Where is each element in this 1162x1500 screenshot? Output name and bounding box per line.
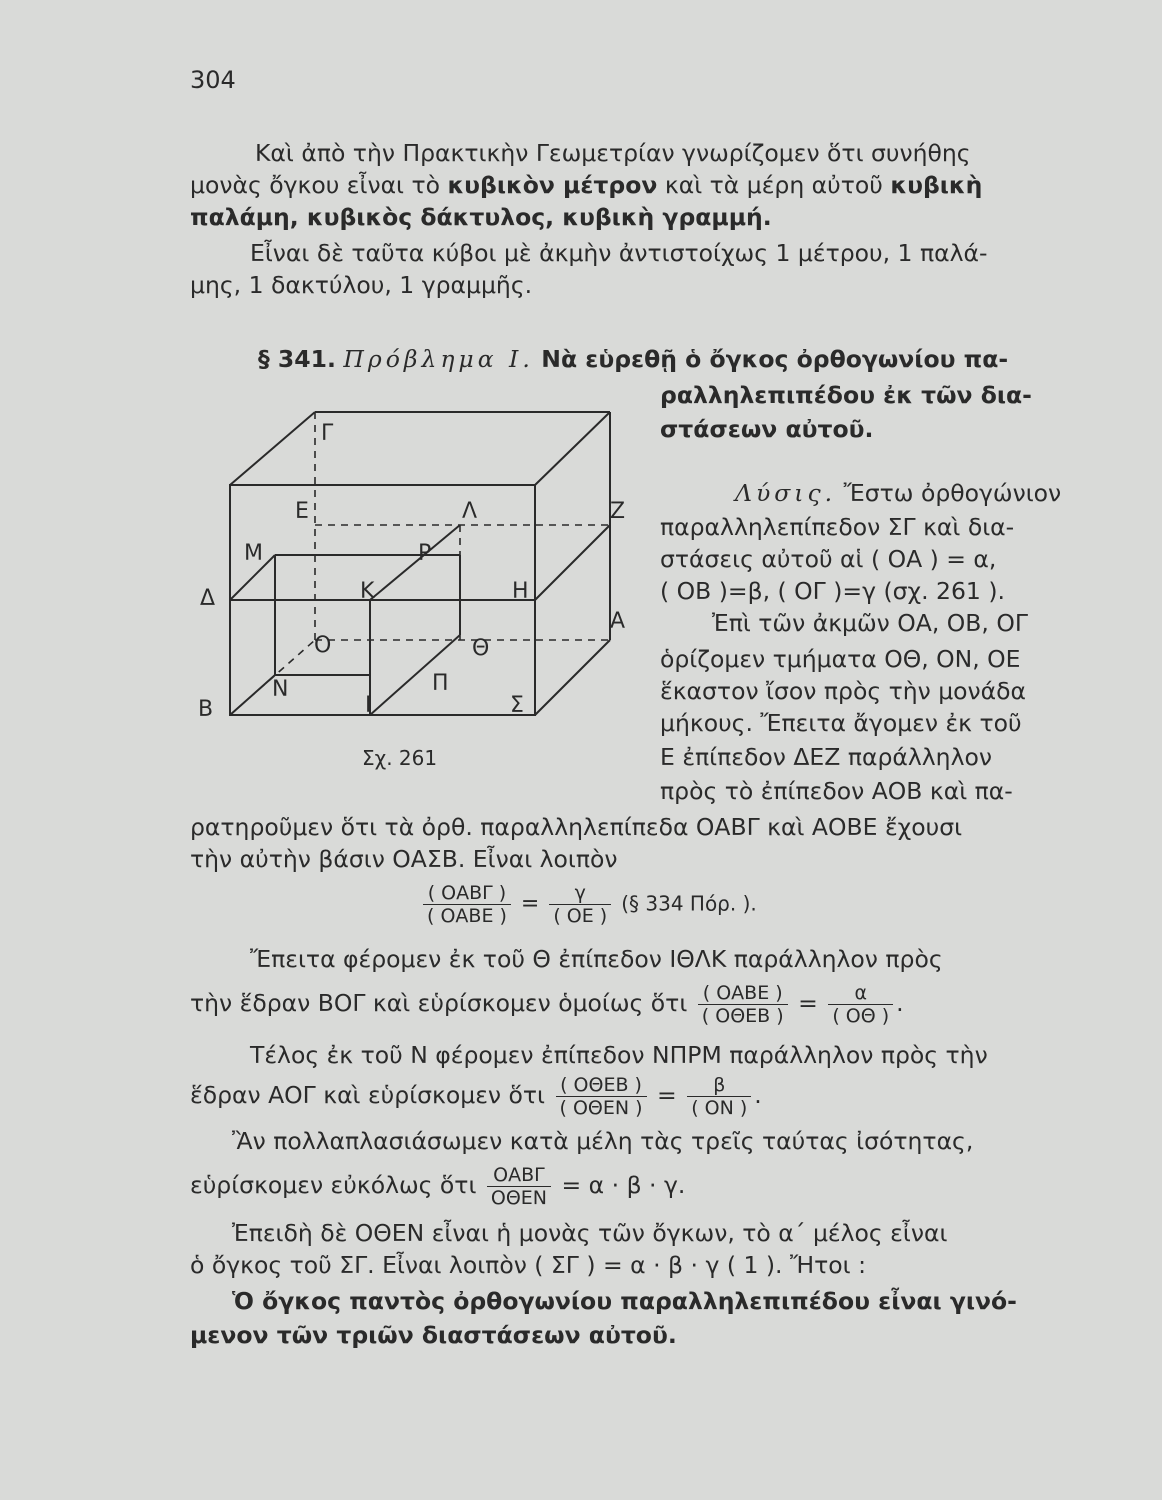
- label-z: Z: [610, 499, 626, 524]
- label-e: Ε: [295, 499, 309, 524]
- intro-line-1: Καὶ ἀπὸ τὴν Πρακτικὴν Γεωμετρίαν γνωρίζομεν ὅτι συνήθης: [255, 139, 971, 167]
- edge-top-right: [535, 412, 610, 485]
- solution-line-9: Ε ἐπίπεδον ΔΕΖ παράλληλον: [660, 743, 992, 771]
- eq2-lhs: $\frac{\text{( ΟΑΒΕ )}}{\text{( ΟΘΕΒ )}}$: [698, 982, 788, 1027]
- eq1-lhs: $\frac{\text{( ΟΑΒΓ )}}{\text{( ΟΑΒΕ )}}$: [423, 882, 511, 927]
- intro-line-4: Εἶναι δὲ ταῦτα κύβοι μὲ ἀκμὴν ἀντιστοίχως 1 μέτρου, 1 παλά-: [250, 239, 988, 267]
- eq2-rhs: $\frac{\alpha}{( O\Theta )}$: [828, 982, 893, 1027]
- equation-1: $\frac{\text{( ΟΑΒΓ )}}{\text{( ΟΑΒΕ )}}$ = $\frac{\gamma}{( OE )}$ (§ 334 Πόρ. ).: [420, 882, 757, 927]
- edge-top-left: [230, 412, 315, 485]
- solution-line-7: ἕκαστον ἴσον πρὸς τὴν μονάδα: [660, 677, 1027, 705]
- label-h: Η: [512, 579, 529, 604]
- p5-line-1: Ἐπειδὴ δὲ ΟΘΕΝ εἶναι ἡ μονὰς τῶν ὄγκων, τὸ α΄ μέλος εἶναι: [232, 1219, 948, 1247]
- page-number: 304: [190, 66, 236, 94]
- label-theta: Θ: [472, 636, 490, 661]
- p4-line-1: Ἂν πολλαπλασιάσωμεν κατὰ μέλη τὰς τρεῖς ταύτας ἰσότητας,: [232, 1127, 974, 1155]
- mid-right-line: [535, 525, 610, 600]
- solution-line-5: Ἐπὶ τῶν ἀκμῶν ΟΑ, ΟΒ, ΟΓ: [712, 609, 1028, 637]
- theorem-line-2: μενον τῶν τριῶν διαστάσεων αὐτοῦ.: [190, 1321, 677, 1349]
- label-b: Β: [198, 697, 214, 722]
- p4-line-2: εὑρίσκομεν εὐκόλως ὅτι $\frac{\text{ΟΑΒΓ}}{\text{ΟΘΕΝ}}$ = α · β · γ.: [190, 1164, 686, 1209]
- eq1-ref: (§ 334 Πόρ. ).: [621, 891, 757, 916]
- label-delta: Δ: [200, 586, 216, 611]
- p2-line-1: Ἔπειτα φέρομεν ἐκ τοῦ Θ ἐπίπεδον ΙΘΛΚ παράλληλον πρὸς: [250, 945, 943, 973]
- label-m: Μ: [244, 541, 263, 566]
- intro-line-3: παλάμη, κυβικὸς δάκτυλος, κυβικὴ γραμμή.: [190, 203, 772, 231]
- p2-line-2: τὴν ἕδραν ΒΟΓ καὶ εὑρίσκομεν ὁμοίως ὅτι $\frac{\text{( ΟΑΒΕ )}}{\text{( ΟΘΕΒ )}}$ = $\frac{\alpha}{( O\Theta )}$ .: [190, 982, 904, 1027]
- solution-line-4: ( ΟΒ )=β, ( ΟΓ )=γ (σχ. 261 ).: [660, 577, 1005, 605]
- edge-bottom-right: [535, 640, 610, 715]
- solution-line-11: ρατηροῦμεν ὅτι τὰ ὀρθ. παραλληλεπίπεδα ΟΑΒΓ καὶ ΑΟΒΕ ἔχουσι: [190, 813, 963, 841]
- label-sigma: Σ: [510, 693, 524, 718]
- problem-title-3: στάσεων αὐτοῦ.: [660, 415, 874, 443]
- label-rho: Ρ: [418, 541, 432, 566]
- intro-line-2: μονὰς ὄγκου εἶναι τὸ κυβικὸν μέτρον καὶ τὰ μέρη αὐτοῦ κυβικὴ: [190, 171, 983, 199]
- label-i: Ι: [365, 693, 372, 718]
- intro-line-5: μης, 1 δακτύλου, 1 γραμμῆς.: [190, 271, 533, 299]
- problem-heading: § 341. Πρόβλημα Ι. Νὰ εὑρεθῇ ὁ ὄγκος ὀρθογωνίου πα-: [258, 345, 1009, 373]
- theorem-line-1: Ὁ ὄγκος παντὸς ὀρθογωνίου παραλληλεπιπέδου εἶναι γινό-: [232, 1287, 1017, 1315]
- solution-line-3: στάσεις αὐτοῦ αἱ ( ΟΑ ) = α,: [660, 545, 997, 573]
- p5-line-2: ὁ ὄγκος τοῦ ΣΓ. Εἶναι λοιπὸν ( ΣΓ ) = α · β · γ ( 1 ). Ἤτοι :: [190, 1251, 866, 1279]
- solution-line-2: παραλληλεπίπεδον ΣΓ καὶ δια-: [660, 513, 1015, 541]
- label-pi: Π: [432, 671, 449, 696]
- label-n: Ν: [272, 677, 289, 702]
- eq1-rhs: $\frac{\gamma}{( OE )}$: [549, 882, 611, 927]
- p3-line-1: Τέλος ἐκ τοῦ Ν φέρομεν ἐπίπεδον ΝΠΡΜ παράλληλον πρὸς τὴν: [250, 1041, 988, 1069]
- solution-line-10: πρὸς τὸ ἐπίπεδον ΑΟΒ καὶ πα-: [660, 777, 1013, 805]
- p3-line-2: ἕδραν ΑΟΓ καὶ εὑρίσκομεν ὅτι $\frac{\text{( ΟΘΕΒ )}}{\text{( ΟΘΕΝ )}}$ = $\frac{\beta}{( ON )}$ .: [190, 1074, 762, 1119]
- eq3-lhs: $\frac{\text{( ΟΘΕΒ )}}{\text{( ΟΘΕΝ )}}$: [556, 1074, 647, 1119]
- solution-line-6: ὁρίζομεν τμήματα ΟΘ, ΟΝ, ΟΕ: [660, 645, 1021, 673]
- eq3-rhs: $\frac{\beta}{( ON )}$: [687, 1074, 751, 1119]
- label-gamma: Γ: [321, 421, 334, 446]
- label-k: Κ: [360, 579, 375, 604]
- label-o: Ο: [314, 633, 332, 658]
- inner-diag-2: [370, 525, 460, 600]
- solution-line-1: Λύσις. Ἔστω ὀρθογώνιον: [735, 479, 1062, 507]
- solution-line-12: τὴν αὐτὴν βάσιν ΟΑΣΒ. Εἶναι λοιπὸν: [190, 845, 618, 873]
- problem-title-2: ραλληλεπιπέδου ἐκ τῶν δια-: [660, 381, 1032, 409]
- eq4-lhs: $\frac{\text{ΟΑΒΓ}}{\text{ΟΘΕΝ}}$: [487, 1164, 551, 1209]
- figure-261: [190, 400, 650, 780]
- figure-caption: Σχ. 261: [362, 746, 438, 770]
- label-a: Α: [610, 609, 626, 634]
- label-lambda: Λ: [462, 499, 478, 524]
- solution-line-8: μήκους. Ἔπειτα ἄγομεν ἐκ τοῦ: [660, 709, 1022, 737]
